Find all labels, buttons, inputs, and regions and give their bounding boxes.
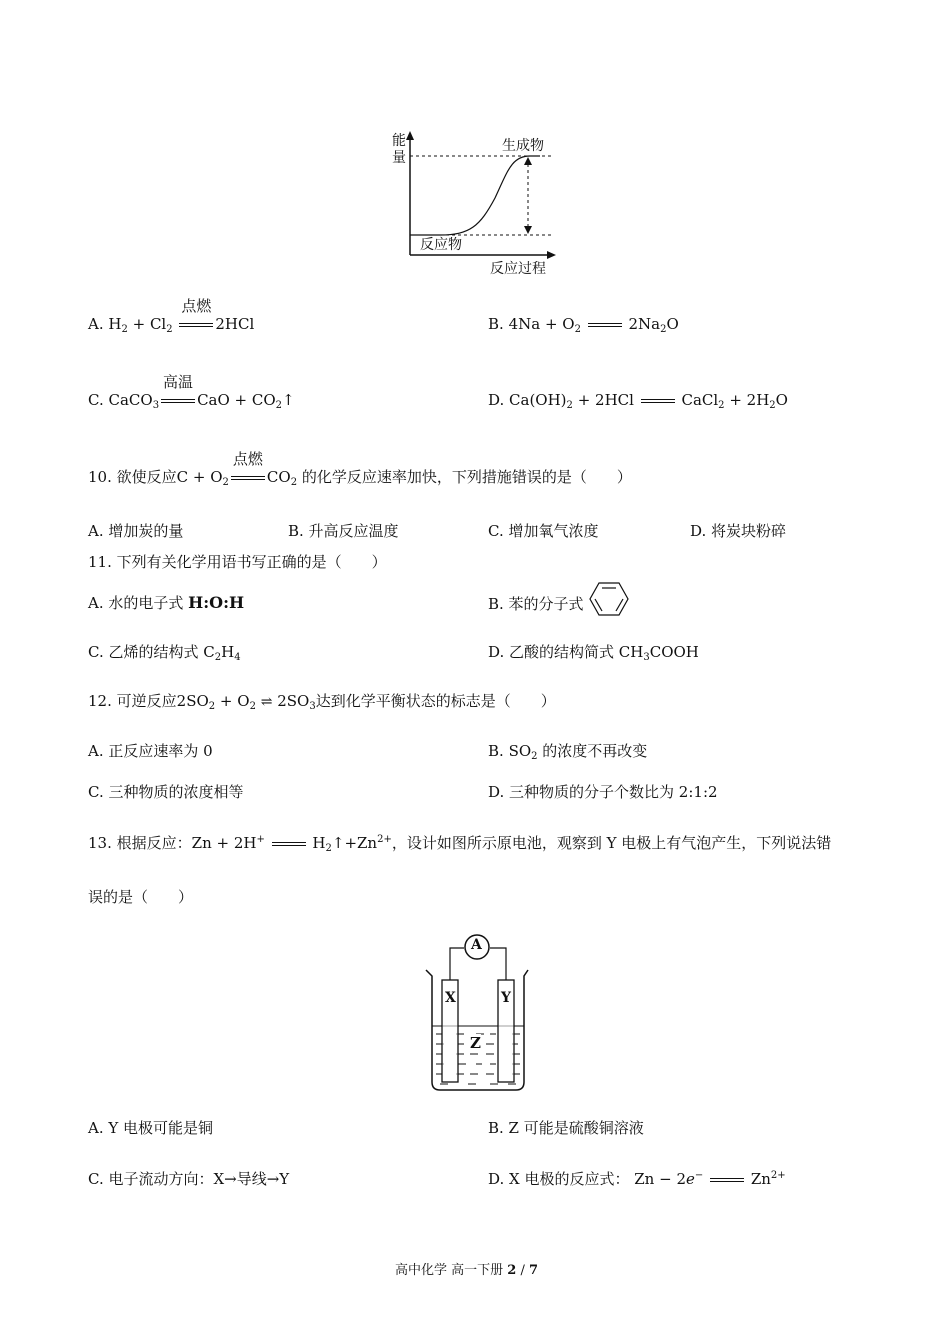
option-label: B. (488, 742, 504, 760)
equation-condition: 点燃 (229, 468, 267, 486)
option-text: D. X 电极的反应式： (488, 1170, 630, 1188)
option-text: B. 苯的分子式 (488, 595, 584, 613)
page-footer (395, 1259, 538, 1278)
y-label-top: 能 (392, 133, 406, 149)
q11-stem: 11. 下列有关化学用语书写正确的是（ ） (88, 553, 387, 571)
q11-option-a (88, 592, 244, 613)
option-label: B. (488, 315, 504, 333)
q12-option-c: C. 三种物质的浓度相等 (88, 783, 244, 801)
energy-gap-arrow-down (524, 226, 532, 234)
q10-option-c: C. 增加氧气浓度 (488, 522, 599, 540)
q10-option-b: B. 升高反应温度 (288, 522, 399, 540)
water-electron-formula: H:O:H (188, 593, 245, 612)
q13-option-d: D. X 电极的反应式： Zn − 2e− $Zn^{2+}$ (488, 1170, 786, 1188)
question-text: 达到化学平衡状态的标志是（ ） (315, 692, 556, 710)
question-text: ，设计如图所示原电池，观察到 Y 电极上有气泡产生，下列说法错 (391, 834, 832, 852)
q11-option-c: C. 乙烯的结构式 $C_2H_4$ (88, 643, 241, 663)
q9-option-c: C. CaCO$_3$ 高温 CaO + $CO_2↑$ (88, 373, 295, 411)
galvanic-cell-diagram (420, 930, 540, 1095)
wire-left (450, 948, 464, 980)
energy-gap-arrow-up (524, 157, 532, 165)
option-text: C. 乙烯的结构式 (88, 643, 199, 661)
question-number: 12. (88, 692, 112, 710)
equation-condition: 高温 (159, 391, 197, 409)
electrode-x-label: X (445, 990, 456, 1006)
question-text: 欲使反应 (116, 468, 177, 486)
q11-option-d: D. 乙酸的结构简式 $CH_3COOH$ (488, 643, 699, 663)
energy-curve (410, 156, 540, 235)
q11-option-b (488, 592, 630, 618)
q13-option-b: B. Z 可能是硫酸铜溶液 (488, 1119, 644, 1137)
q12-option-b: B. $SO_2$ 的浓度不再改变 (488, 742, 648, 762)
wire-right (490, 948, 506, 980)
option-label: C. (88, 391, 104, 409)
option-label: D. (488, 391, 505, 409)
q13-option-a: A. Y 电极可能是铜 (88, 1119, 214, 1137)
page-total: 7 (528, 1263, 539, 1278)
q10-option-d: D. 将炭块粉碎 (690, 522, 787, 540)
q9-option-d: D. $Ca(OH)_2 + 2HCl$ CaCl$_2$ + $2H_2O$ (488, 391, 788, 411)
reactant-label: 反应物 (420, 237, 462, 253)
product-label: 生成物 (502, 138, 544, 154)
y-axis-arrow (406, 131, 414, 140)
option-text: A. 水的电子式 (88, 594, 184, 612)
question-text: 的化学反应速率加快，下列措施错误的是（ ） (301, 468, 632, 486)
q12-option-d: D. 三种物质的分子个数比为 2:1:2 (488, 783, 718, 801)
energy-diagram-svg (380, 128, 580, 278)
y-label-bottom: 量 (392, 150, 406, 166)
equation-condition: 点燃 (177, 315, 215, 333)
q13-stem-line2: 误的是（ ） (88, 888, 194, 906)
reversible-arrow-icon: ⇌ (260, 694, 273, 710)
q13-option-c: C. 电子流动方向：X→导线→Y (88, 1170, 290, 1188)
q10-stem: 10. 欲使反应$C + O_2$ 点燃 $CO_2$ 的化学反应速率加快，下列措施错误的是（ ） (88, 450, 632, 488)
ammeter-label: A (471, 937, 482, 953)
page-separator: / (516, 1263, 529, 1278)
question-text: 可逆反应 (116, 692, 177, 710)
q13-stem: 13. 根据反应：Zn + 2H+ $H_2↑+Zn^{2+}$，设计如图所示原电池，观察到 Y 电极上有气泡产生，下列说法错 (88, 834, 832, 854)
energy-diagram (380, 128, 580, 278)
q12-option-a: A. 正反应速率为 0 (88, 742, 213, 760)
electrode-y-label: Y (501, 990, 511, 1006)
option-label: A. (88, 315, 104, 333)
q12-stem: 12. 可逆反应$2SO_2 + O_2$ ⇌ $2SO_3$达到化学平衡状态的标志是（ ） (88, 692, 556, 712)
x-axis-arrow (547, 251, 556, 259)
benzene-ring-icon (588, 580, 630, 618)
q9-option-a: A. $H_2 + Cl_2$ 点燃 2HCl (88, 297, 255, 335)
question-number: 10. (88, 468, 112, 486)
question-number: 13. (88, 834, 112, 852)
x-label: 反应过程 (490, 261, 546, 277)
galvanic-cell-svg (420, 930, 540, 1095)
page-number: 2 (507, 1263, 517, 1278)
q10-option-a: A. 增加炭的量 (88, 522, 184, 540)
q9-option-b: B. $4Na + O_2$ $2Na_2O$ (488, 315, 679, 335)
footer-text: 高中化学 高一下册 (395, 1263, 508, 1278)
question-text: 根据反应： (116, 834, 192, 852)
option-text: 的浓度不再改变 (542, 742, 648, 760)
solution-label: Z (470, 1034, 481, 1052)
option-text: D. 乙酸的结构简式 (488, 643, 615, 661)
